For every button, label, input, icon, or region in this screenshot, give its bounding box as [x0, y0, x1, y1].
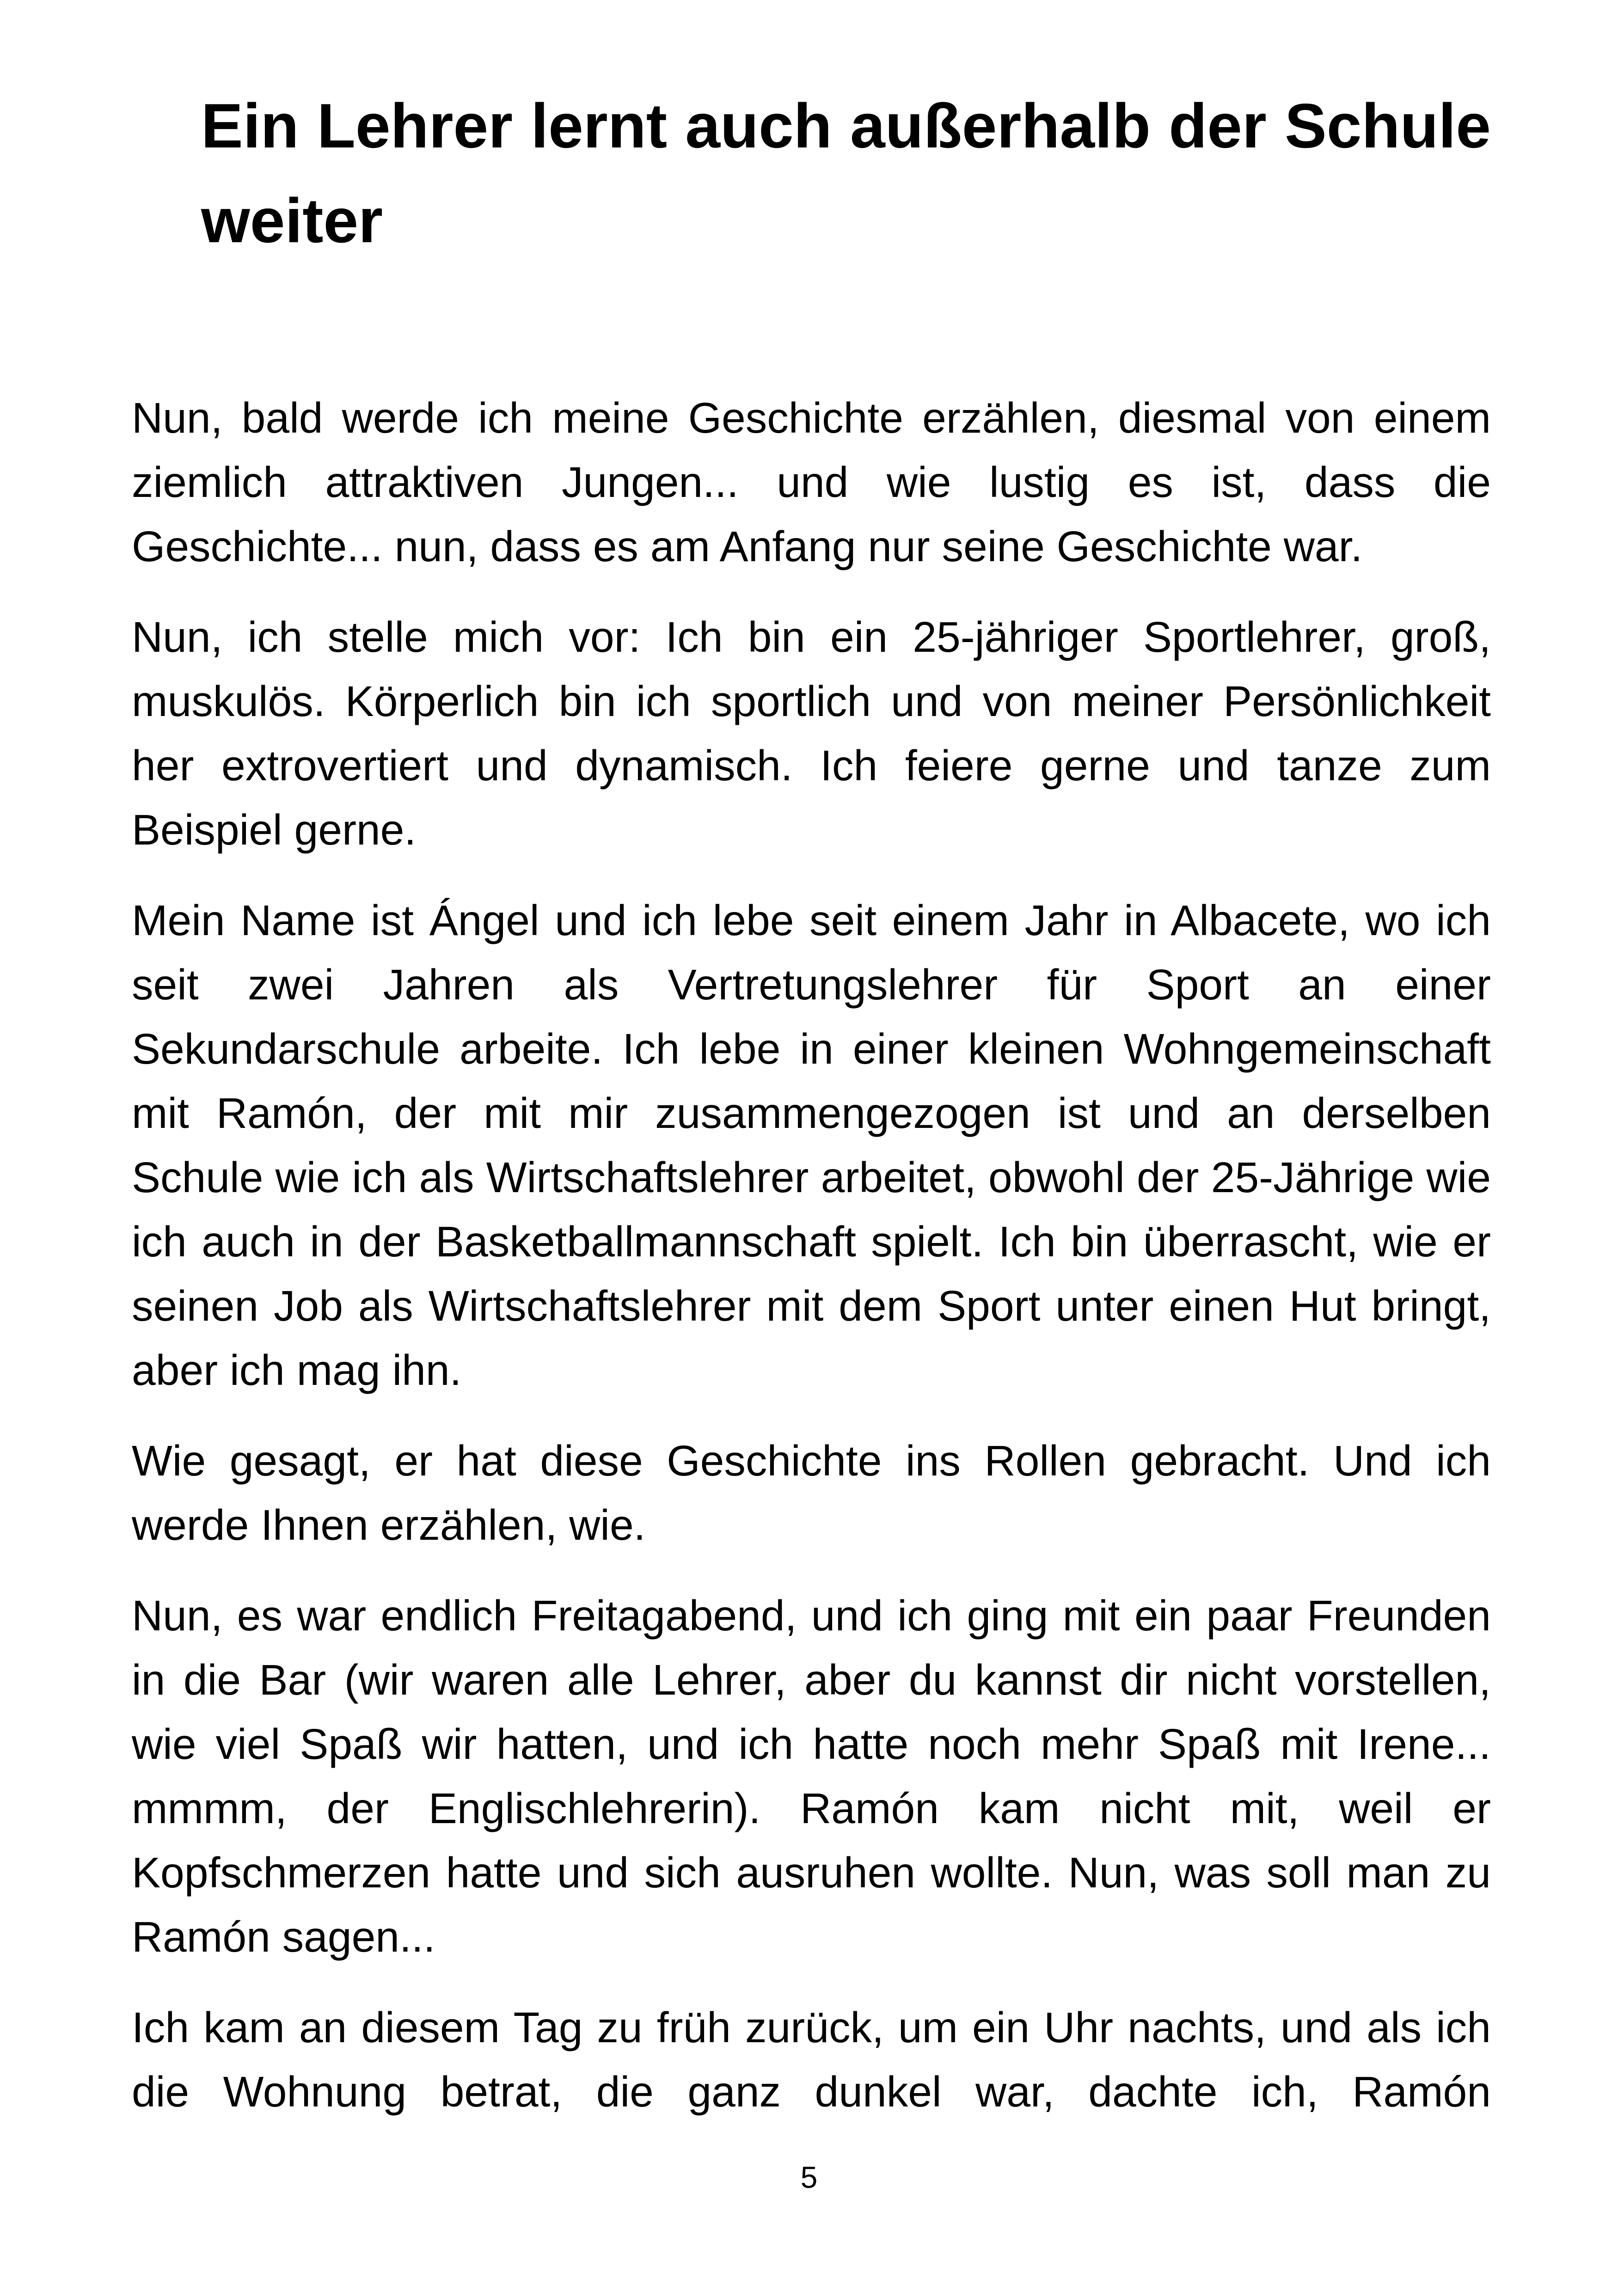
paragraph: Mein Name ist Ángel und ich lebe seit einem Jahr in Albacete, wo ich seit zwei Jahren als Vertretungslehrer für Sport an einer Sekundarschule arbeite. Ich lebe in einer kleinen Wohngemeinschaft mit Ramón, der mit mir zusammengezogen ist und an derselben Schule wie ich als Wirtschaftslehrer arbeitet, obwohl der 25-Jährige wie ich auch in der Basketballmannschaft spielt. Ich bin überrascht, wie er seinen Job als Wirtschaftslehrer mit dem Sport unter einen Hut bringt, aber ich mag ihn. [132, 896, 1491, 1394]
page-number: 5 [800, 2160, 818, 2194]
paragraph-continued: Ich kam an diesem Tag zu früh zurück, um ein Uhr nachts, und als ich die Wohnung betrat, die ganz dunkel war, dachte ich, Ramón [132, 2003, 1491, 2116]
paragraph: Nun, bald werde ich meine Geschichte erzählen, diesmal von einem ziemlich attraktiven Jungen... und wie lustig es ist, dass die Geschichte... nun, dass es am Anfang nur seine Geschichte war. [132, 394, 1491, 570]
paragraph: Nun, ich stelle mich vor: Ich bin ein 25-jähriger Sportlehrer, groß, muskulös. Körperlich bin ich sportlich und von meiner Persönlichkeit her extrovertiert und dynamisch. Ich feiere gerne und tanze zum Beispiel gerne. [132, 613, 1491, 854]
chapter-title: Ein Lehrer lernt auch außerhalb der Schule weiter [201, 91, 1491, 256]
paragraph: Wie gesagt, er hat diese Geschichte ins Rollen gebracht. Und ich werde Ihnen erzählen, wie. [132, 1437, 1491, 1549]
paragraph: Nun, es war endlich Freitagabend, und ich ging mit ein paar Freunden in die Bar (wir waren alle Lehrer, aber du kannst dir nicht vorstellen, wie viel Spaß wir hatten, und ich hatte noch mehr Spaß mit Irene... mmmm, der Englischlehrerin). Ramón kam nicht mit, weil er Kopfschmerzen hatte und sich ausruhen wollte. Nun, was soll man zu Ramón sagen... [132, 1592, 1491, 1961]
chapter-body [132, 386, 1491, 2124]
